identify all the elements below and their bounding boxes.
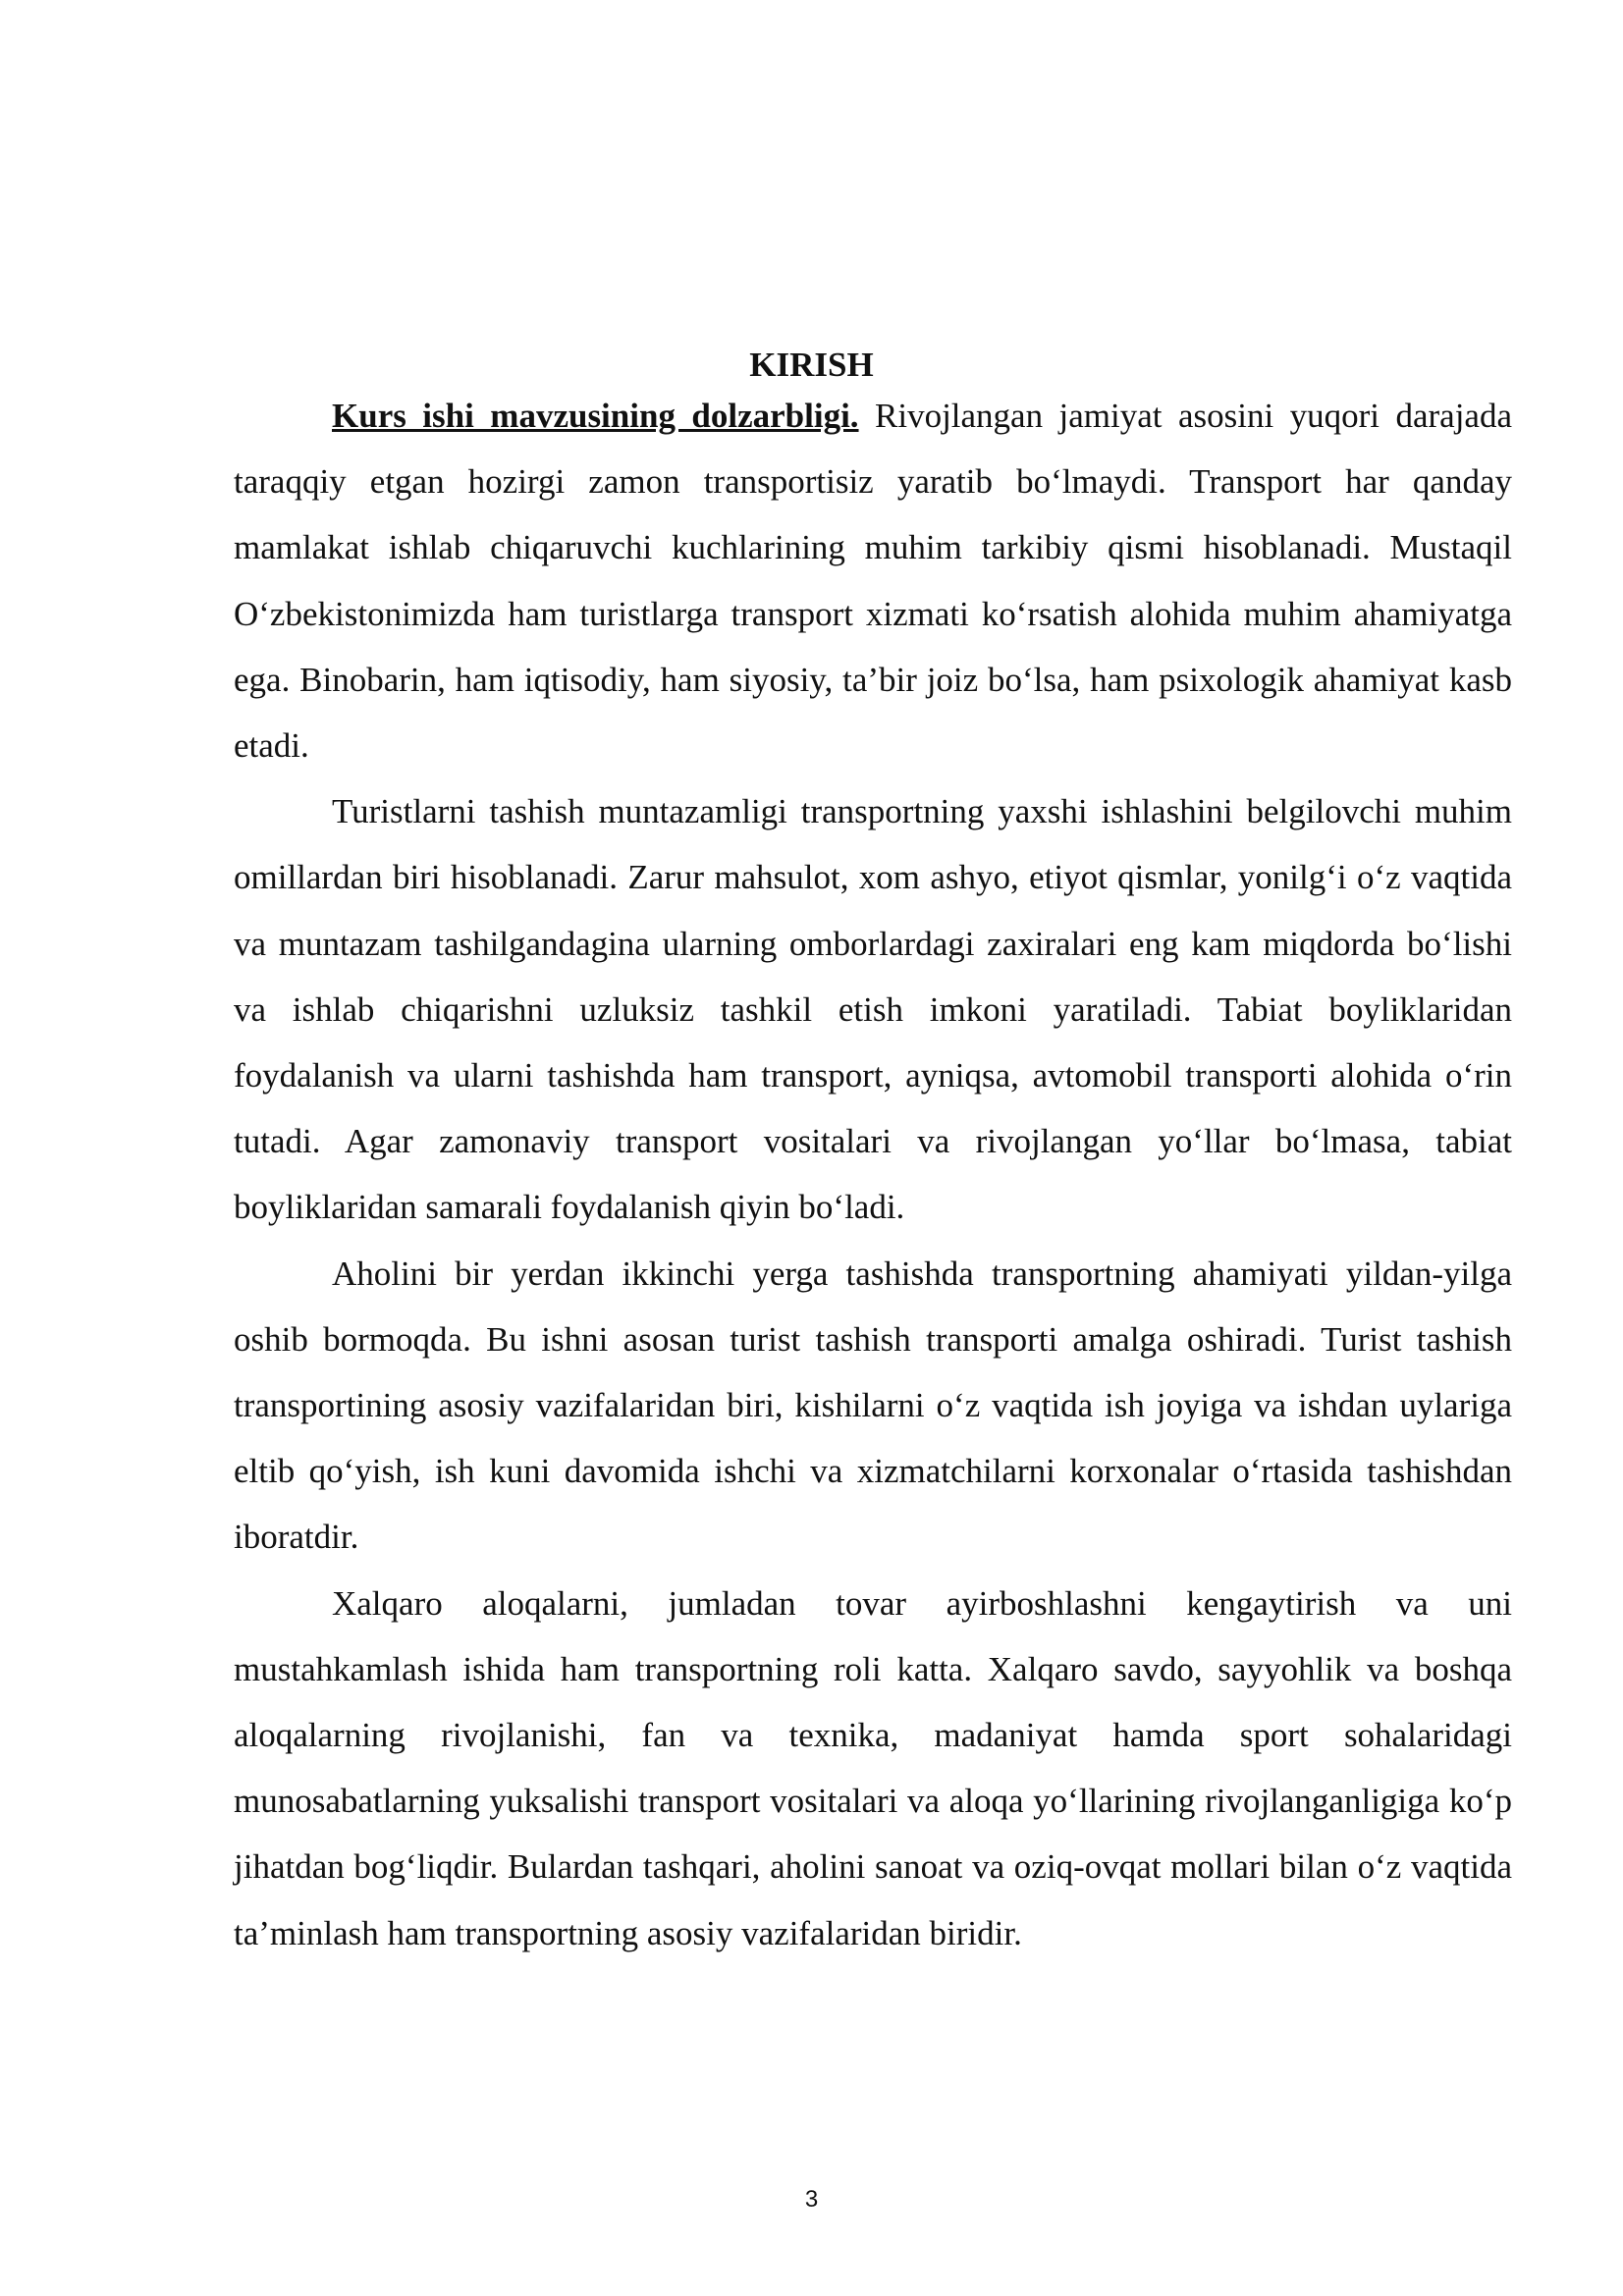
paragraph-text: Rivojlangan jamiyat asosini yuqori darajada taraqqiy etgan hozirgi zamon transportisiz yaratib bo‘lmaydi. Transport har qanday mamlakat ishlab chiqaruvchi kuchlarining muhim tarkibiy qismi hisoblanadi. Mustaqil O‘zbekistonimizda ham turistlarga transport xizmati ko‘rsatish alohida muhim ahamiyatga ega. Binobarin, ham iqtisodiy, ham siyosiy, ta’bir joiz bo‘lsa, ham psixologik ahamiyat kasb etadi. — [234, 397, 1512, 766]
paragraph-lead: Kurs ishi mavzusining dolzarbligi. — [332, 397, 859, 435]
body-text — [234, 383, 1512, 1966]
paragraph-3: Aholini bir yerdan ikkinchi yerga tashishda transportning ahamiyati yildan-yilga oshib bormoqda. Bu ishni asosan turist tashish transporti amalga oshiradi. Turist tashish transportining asosiy vazifalaridan biri, kishilarni o‘z vaqtida ish joyiga va ishdan uylariga eltib qo‘yish, ish kuni davomida ishchi va xizmatchilarni korxonalar o‘rtasida tashishdan iboratdir. — [234, 1254, 1512, 1557]
section-title: KIRISH — [749, 346, 874, 384]
paragraph-4: Xalqaro aloqalarni, jumladan tovar ayirboshlashni kengaytirish va uni mustahkamlash ishida ham transportning roli katta. Xalqaro savdo, sayyohlik va boshqa aloqalarning rivojlanishi, fan va texnika, madaniyat hamda sport sohalaridagi munosabatlarning yuksalishi transport vositalari va aloqa yo‘llarining rivojlanganligiga ko‘p jihatdan bog‘liqdir. Bulardan tashqari, aholini sanoat va oziq-ovqat mollari bilan o‘z vaqtida ta’minlash ham transportning asosiy vazifalaridan biridir. — [234, 1583, 1512, 1952]
paragraph-2: Turistlarni tashish muntazamligi transportning yaxshi ishlashini belgilovchi muhim omillardan biri hisoblanadi. Zarur mahsulot, xom ashyo, etiyot qismlar, yonilg‘i o‘z vaqtida va muntazam tashilgandagina ularning omborlardagi zaxiralari eng kam miqdorda bo‘lishi va ishlab chiqarishni uzluksiz tashkil etish imkoni yaratiladi. Tabiat boyliklaridan foydalanish va ularni tashishda ham transport, ayniqsa, avtomobil transporti alohida o‘rin tutadi. Agar zamonaviy transport vositalari va rivojlangan yo‘llar bo‘lmasa, tabiat boyliklaridan samarali foydalanish qiyin bo‘ladi. — [234, 792, 1512, 1227]
paragraph-1 — [234, 383, 1512, 778]
page-number: 3 — [804, 2186, 819, 2213]
